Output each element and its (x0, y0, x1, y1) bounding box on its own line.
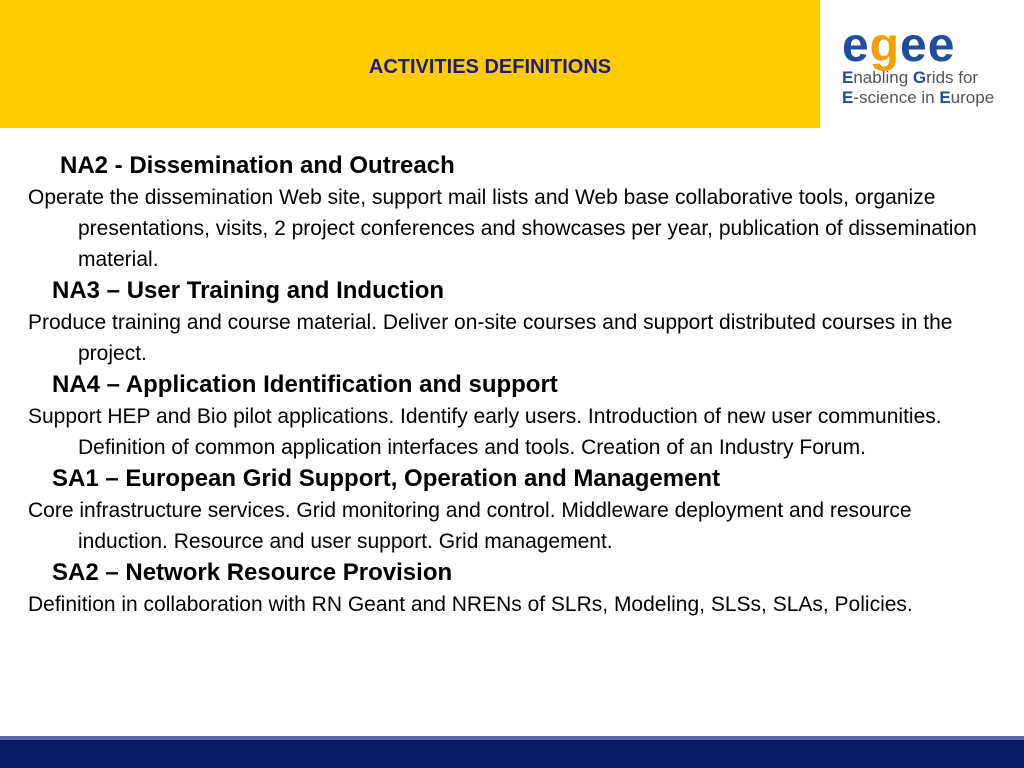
egee-logo-mark: egee (842, 19, 956, 72)
section-body-sa1: Core infrastructure services. Grid monitoring and control. Middleware deployment and resource induction. Resource and user support. Grid management. (28, 499, 912, 553)
footer-band (0, 736, 1024, 768)
section-body-na2: Operate the dissemination Web site, support mail lists and Web base collaborative tools, organize presentations, visits, 2 project conferences and showcases per year, publication of dissemination material. (28, 186, 977, 271)
section-heading-na2: NA2 - Dissemination and Outreach (60, 152, 455, 179)
section-heading-sa2: SA2 – Network Resource Provision (52, 559, 453, 586)
logo-tagline-2: E-science in Europe (842, 88, 995, 107)
egee-logo (842, 19, 1012, 120)
slide-title: ACTIVITIES DEFINITIONS (368, 56, 612, 78)
section-body-na4: Support HEP and Bio pilot applications. Identify early users. Introduction of new user communities. Definition of common application interfaces and tools. Creation of an Industry Forum. (28, 405, 942, 459)
section-heading-sa1: SA1 – European Grid Support, Operation and Management (52, 465, 721, 492)
logo-tagline-1: Enabling Grids for (842, 68, 979, 87)
section-body-sa2: Definition in collaboration with RN Geant and NRENs of SLRs, Modeling, SLSs, SLAs, Policies. (28, 593, 913, 616)
section-body-na3: Produce training and course material. Deliver on-site courses and support distributed courses in the project. (28, 311, 953, 365)
section-heading-na3: NA3 – User Training and Induction (52, 277, 445, 304)
activities-list (28, 150, 998, 620)
section-heading-na4: NA4 – Application Identification and support (52, 371, 558, 398)
